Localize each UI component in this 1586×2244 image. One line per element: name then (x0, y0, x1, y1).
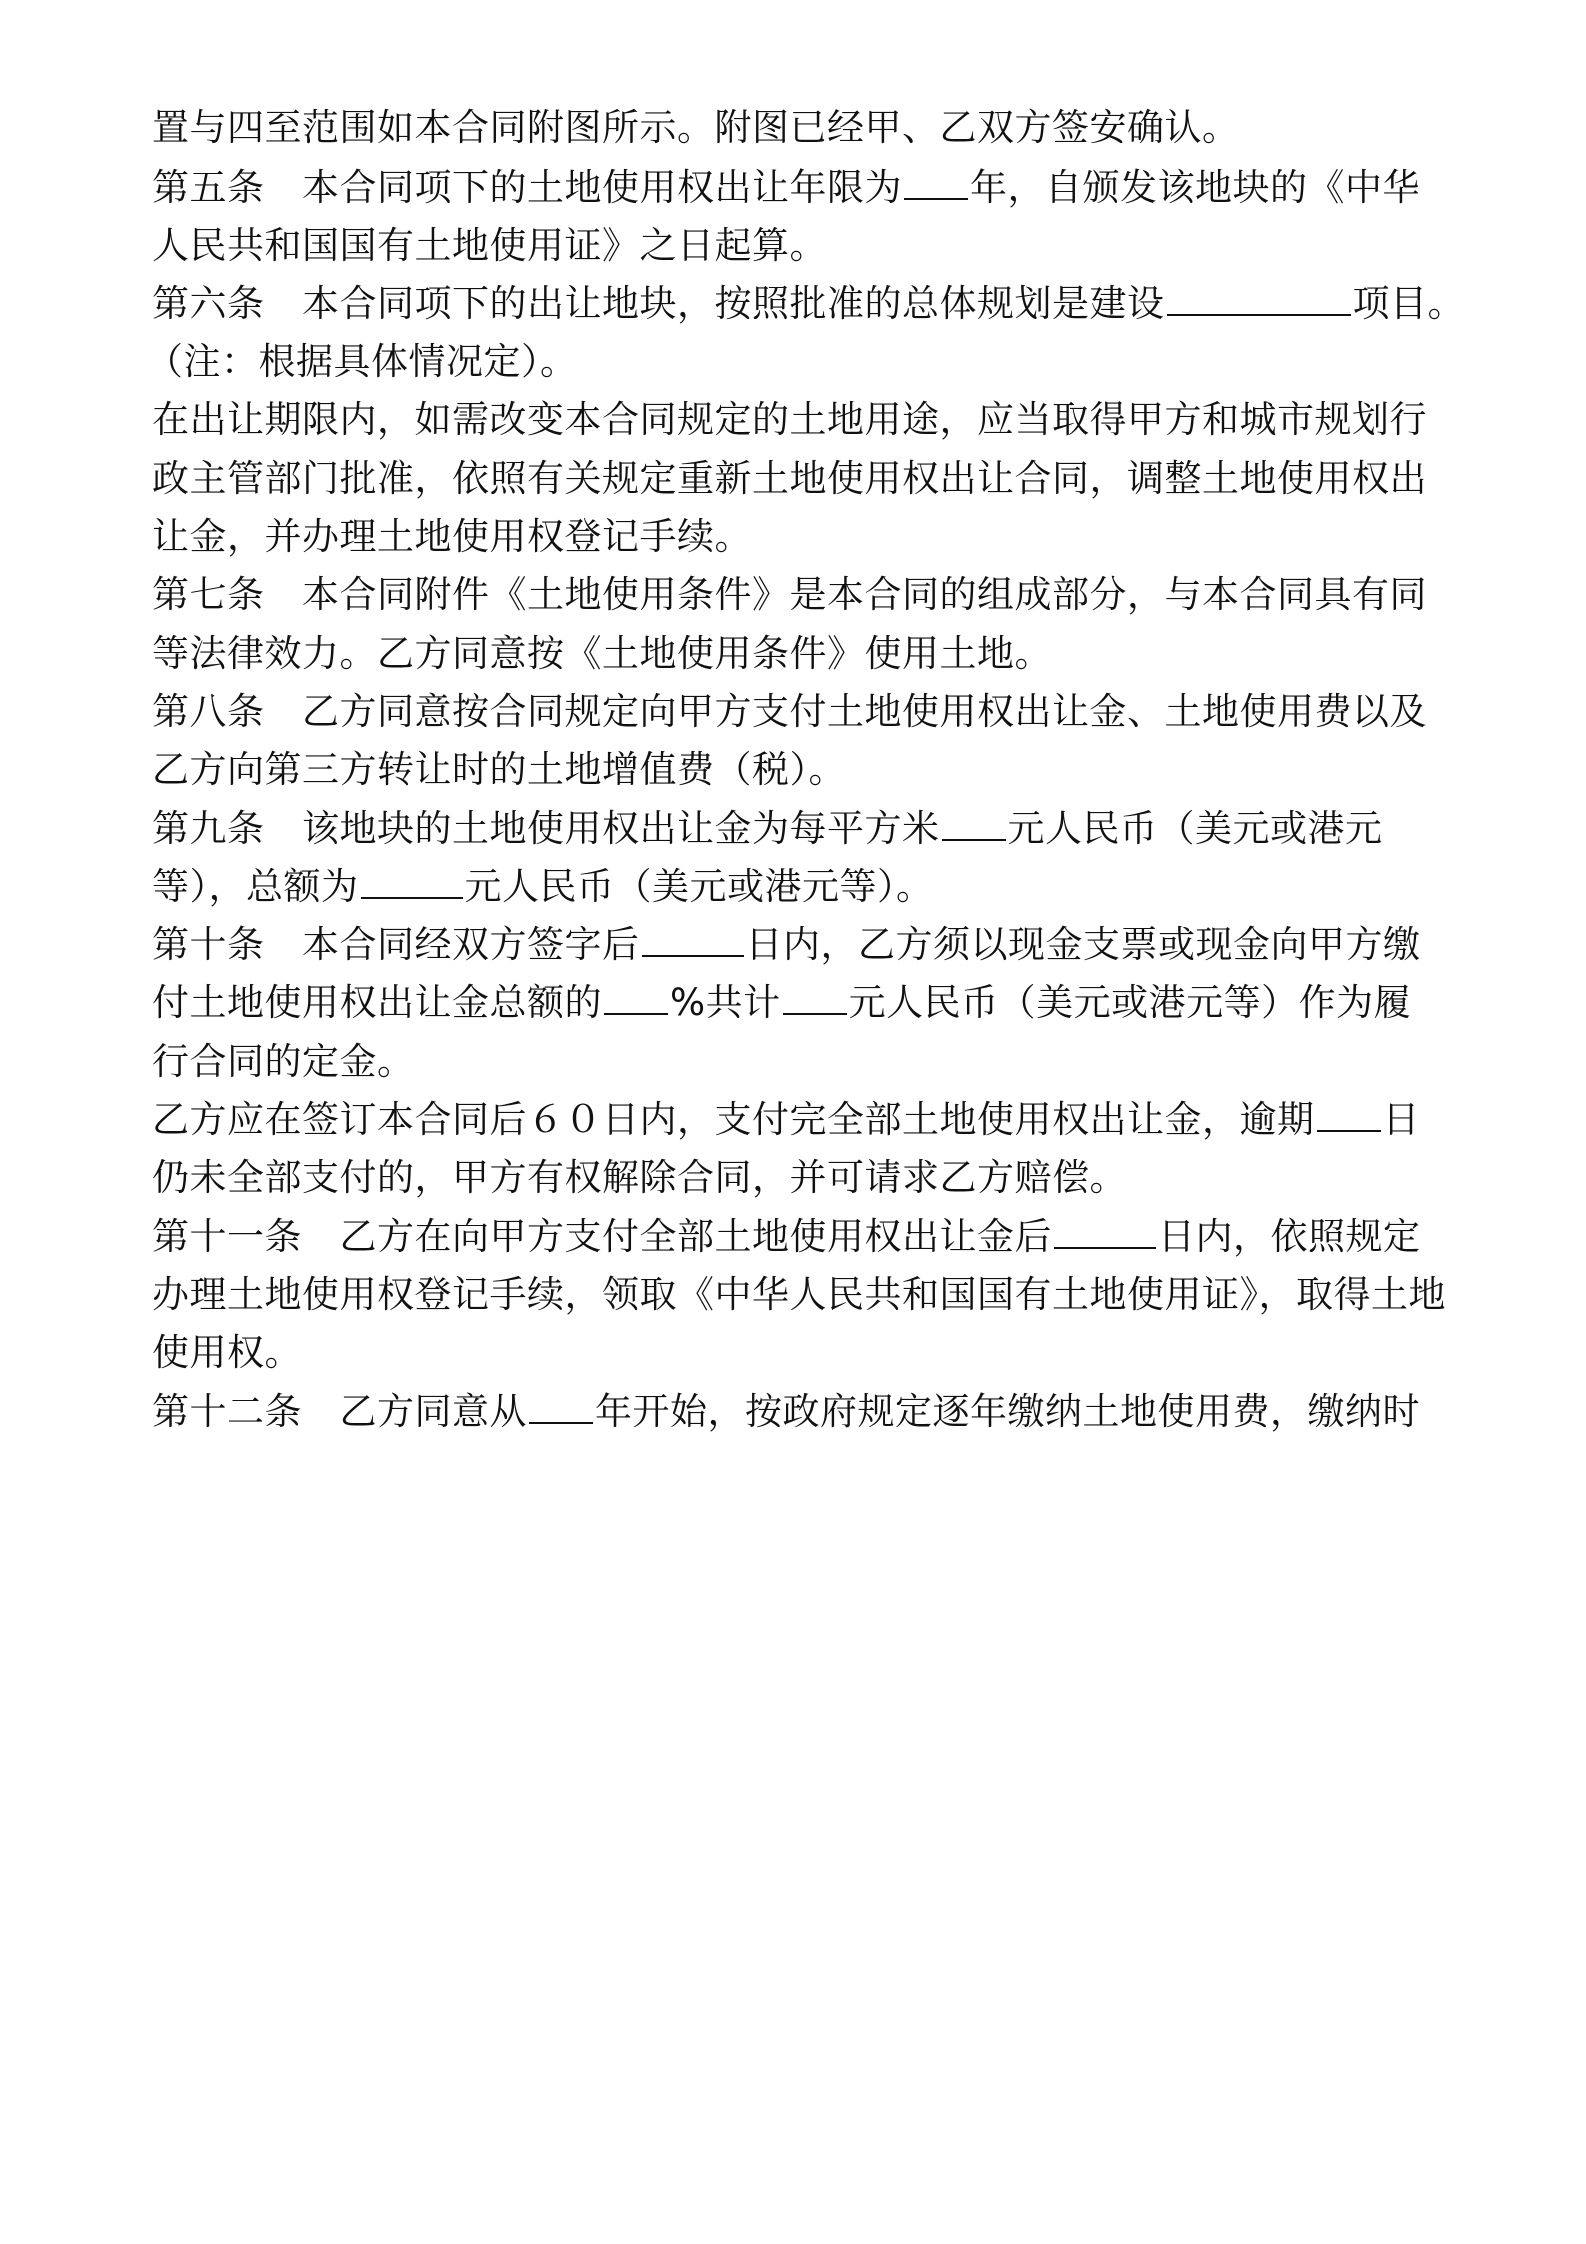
blank-field[interactable] (783, 979, 847, 1015)
text-line: 乙方应在签订本合同后６０日内，支付完全部土地使用权出让金，逾期 日 (152, 1098, 1420, 1141)
article-12-line: 第十二条 乙方同意从 年开始，按政府规定逐年缴纳土地使用费，缴纳时 (152, 1390, 1420, 1433)
text-line: 等法律效力。乙方同意按《土地使用条件》使用土地。 (152, 632, 1052, 675)
blank-field[interactable] (604, 979, 668, 1015)
text-line: 政主管部门批准，依照有关规定重新土地使用权出让合同，调整土地使用权出 (152, 457, 1427, 500)
text-line: 置与四至范围如本合同附图所示。附图已经甲、乙双方签安确认。 (152, 106, 1240, 149)
blank-field[interactable] (642, 921, 744, 957)
article-11-line: 第十一条 乙方在向甲方支付全部土地使用权出让金后 日内，依照规定 (152, 1215, 1421, 1258)
blank-field[interactable] (1317, 1096, 1381, 1132)
blank-field[interactable] (942, 805, 1006, 841)
blank-field[interactable] (904, 164, 968, 200)
text-line: 在出让期限内，如需改变本合同规定的土地用途，应当取得甲方和城市规划行 (152, 398, 1427, 441)
text-line: 人民共和国国有土地使用证》之日起算。 (152, 224, 827, 267)
note-line: （注：根据具体情况定）。 (146, 340, 578, 383)
text-line: 乙方向第三方转让时的土地增值费（税）。 (152, 748, 846, 791)
blank-field[interactable] (361, 863, 463, 899)
article-8-line: 第八条 乙方同意按合同规定向甲方支付土地使用权出让金、土地使用费以及 (152, 690, 1427, 733)
text-line: 付土地使用权出让金总额的 %共计 元人民币（美元或港元等）作为履 (152, 981, 1412, 1024)
article-10-line: 第十条 本合同经双方签字后 日内，乙方须以现金支票或现金向甲方缴 (152, 923, 1421, 966)
article-6-line: 第六条 本合同项下的出让地块，按照批准的总体规划是建设 项目。 (152, 282, 1465, 325)
blank-field[interactable] (529, 1388, 593, 1424)
text-line: 办理土地使用权登记手续，领取《中华人民共和国国有土地使用证》，取得土地 (152, 1273, 1446, 1316)
text-line: 使用权。 (152, 1331, 302, 1374)
text-line: 等），总额为 元人民币（美元或港元等）。 (152, 865, 934, 908)
text-line: 仍未全部支付的，甲方有权解除合同，并可请求乙方赔偿。 (152, 1156, 1127, 1199)
article-9-line: 第九条 该地块的土地使用权出让金为每平方米 元人民币（美元或港元 (152, 807, 1383, 850)
article-5-line: 第五条 本合同项下的土地使用权出让年限为 年，自颁发该地块的《中华 (152, 166, 1420, 209)
blank-field[interactable] (1054, 1213, 1156, 1249)
text-line: 行合同的定金。 (152, 1040, 415, 1083)
article-7-line: 第七条 本合同附件《土地使用条件》是本合同的组成部分，与本合同具有同 (152, 573, 1427, 616)
blank-field[interactable] (1167, 280, 1351, 316)
text-line: 让金，并办理土地使用权登记手续。 (152, 515, 752, 558)
